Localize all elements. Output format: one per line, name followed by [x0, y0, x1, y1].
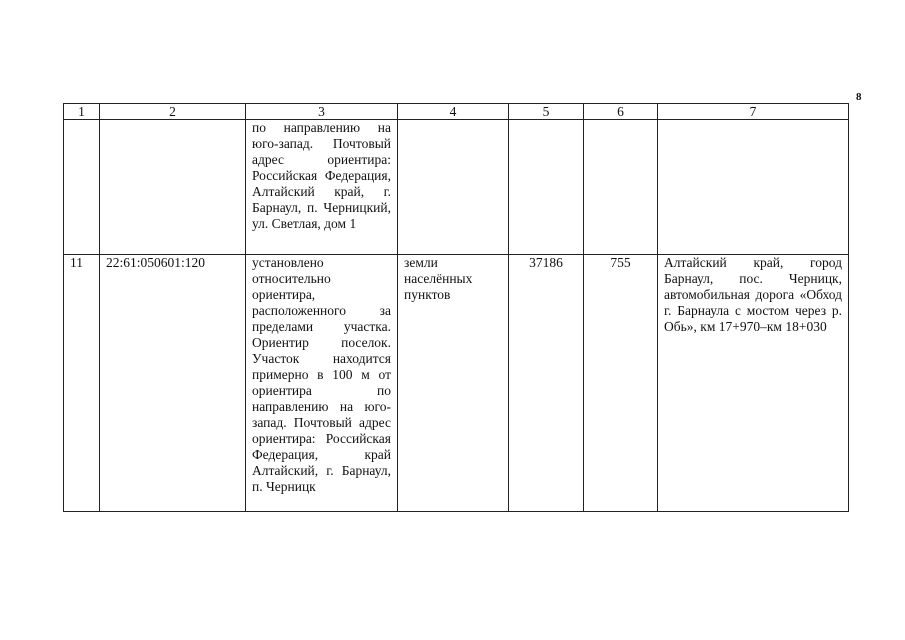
- table-row: [64, 255, 849, 512]
- cell-object-location: [658, 120, 849, 255]
- header-col-7: 7: [658, 104, 849, 120]
- cell-number: 11: [64, 255, 100, 512]
- cell-area: 37186: [509, 255, 584, 512]
- header-col-4: 4: [398, 104, 509, 120]
- cell-land-category: земли населённых пунктов: [398, 255, 509, 512]
- cell-cadastral-number: [100, 120, 246, 255]
- cell-area: [509, 120, 584, 255]
- cell-location: по направлению на юго-запад. Почтовый адрес ориентира: Российская Федерация, Алтайский край, г. Барнаул, п. Черницкий, ул. Светлая, дом 1: [246, 120, 398, 255]
- header-col-6: 6: [584, 104, 658, 120]
- cell-cadastral-number: 22:61:050601:120: [100, 255, 246, 512]
- header-col-2: 2: [100, 104, 246, 120]
- header-col-5: 5: [509, 104, 584, 120]
- land-plots-table: [63, 103, 849, 512]
- table-row-continuation: [64, 120, 849, 255]
- cell-area-taken: 755: [584, 255, 658, 512]
- header-col-3: 3: [246, 104, 398, 120]
- header-col-1: 1: [64, 104, 100, 120]
- header-row: [64, 104, 849, 120]
- cell-land-category: [398, 120, 509, 255]
- cell-object-location: Алтайский край, город Барнаул, пос. Черницк, автомобильная дорога «Обход г. Барнаула с мостом через р. Обь», км 17+970–км 18+030: [658, 255, 849, 512]
- page-number: 8: [856, 91, 862, 103]
- cell-number: [64, 120, 100, 255]
- cell-location: установлено относительно ориентира, расположенного за пределами участка. Ориентир поселок. Участок находится примерно в 100 м от ориентира по направлению на юго-запад. Почтовый адрес ориентира: Российская Федерация, край Алтайский, г. Барнаул, п. Черницк: [246, 255, 398, 512]
- cell-area-taken: [584, 120, 658, 255]
